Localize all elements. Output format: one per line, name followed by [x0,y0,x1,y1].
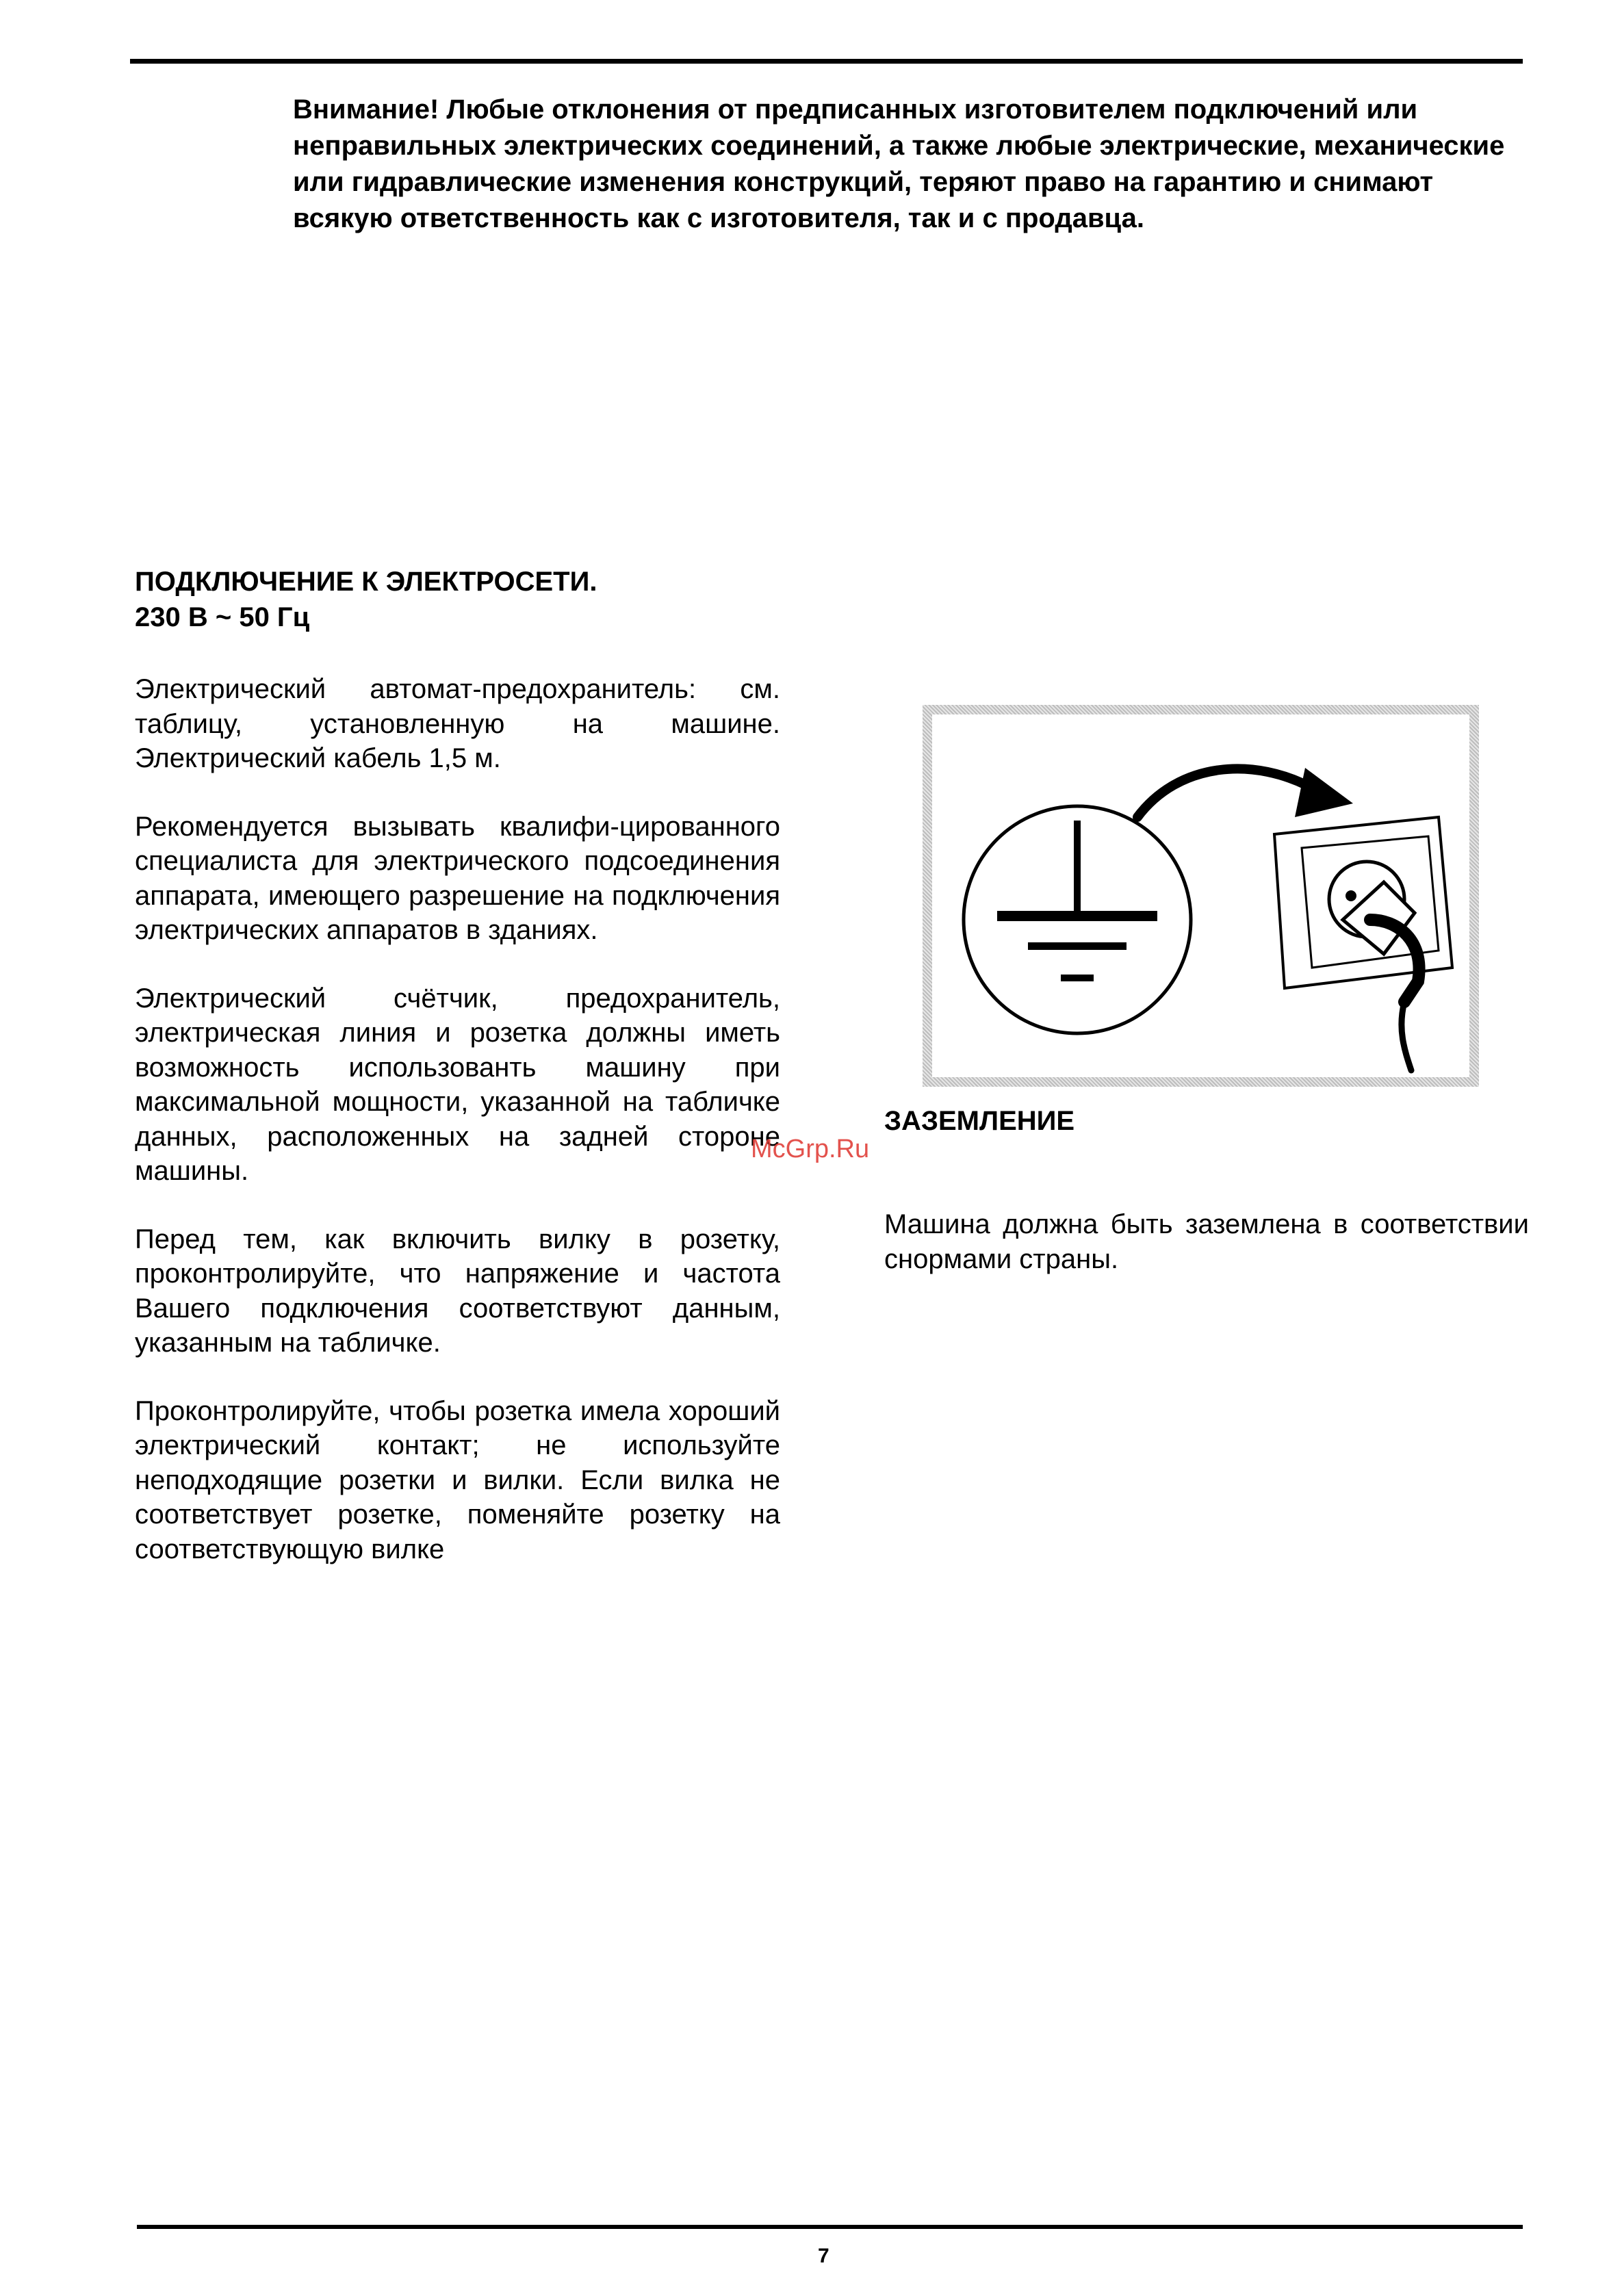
arrow-icon [1137,768,1353,817]
paragraph-voltage-check: Перед тем, как включить вилку в розетку, проконтролируйте, что напряжение и частота Вашего подключения соответствуют данным, указанным на табличке. [135,1224,780,1358]
bottom-rule [137,2225,1523,2229]
connection-title: ПОДКЛЮЧЕНИЕ К ЭЛЕКТРОСЕТИ. [135,567,597,597]
page-number: 7 [818,2245,829,2267]
paragraph-specialist: Рекомендуется вызывать квалифи-цированного специалиста для электрического подсоединения аппарата, имеющего разрешение на подключения электрических аппаратов в зданиях. [135,811,780,945]
paragraph-meter: Электрический счётчик, предохранитель, электрическая линия и розетка должны иметь возможность использованть машину при максимальной мощности, указанной на табличке данных, расположенных на задней стороне машины. [135,983,780,1186]
ground-symbol-icon [964,806,1191,1033]
grounding-title: ЗАЗЕМЛЕНИЕ [884,1106,1075,1136]
warning-notice: Внимание! Любые отклонения от предписанных изготовителем подключений или неправильных электрических соединений, а также любые электрические, механические или гидравлические изменения конструкций, теряют право на гарантию и снимают всякую ответственность как с изготовителя, так и с продавца. [293,94,1505,233]
watermark: McGrp.Ru [751,1135,870,1163]
grounding-illustration [923,705,1479,1087]
connection-section [135,672,780,1600]
paragraph-breaker: Электрический автомат-предохранитель: см. таблицу, установленную на машине. Электрический кабель 1,5 м. [135,674,780,773]
paragraph-socket-contact: Проконтролируйте, чтобы розетка имела хороший электрический контакт; не используйте неподходящие розетки и вилки. Если вилка не соответствует розетке, поменяйте розетку на соответствующую вилке [135,1395,780,1564]
connection-heading [135,564,819,635]
top-rule [130,59,1523,64]
grounding-text: Машина должна быть заземлена в соответствии снормами страны. [884,1209,1529,1274]
grounding-section [884,1207,1529,1310]
connection-voltage: 230 В ~ 50 Гц [135,602,310,632]
